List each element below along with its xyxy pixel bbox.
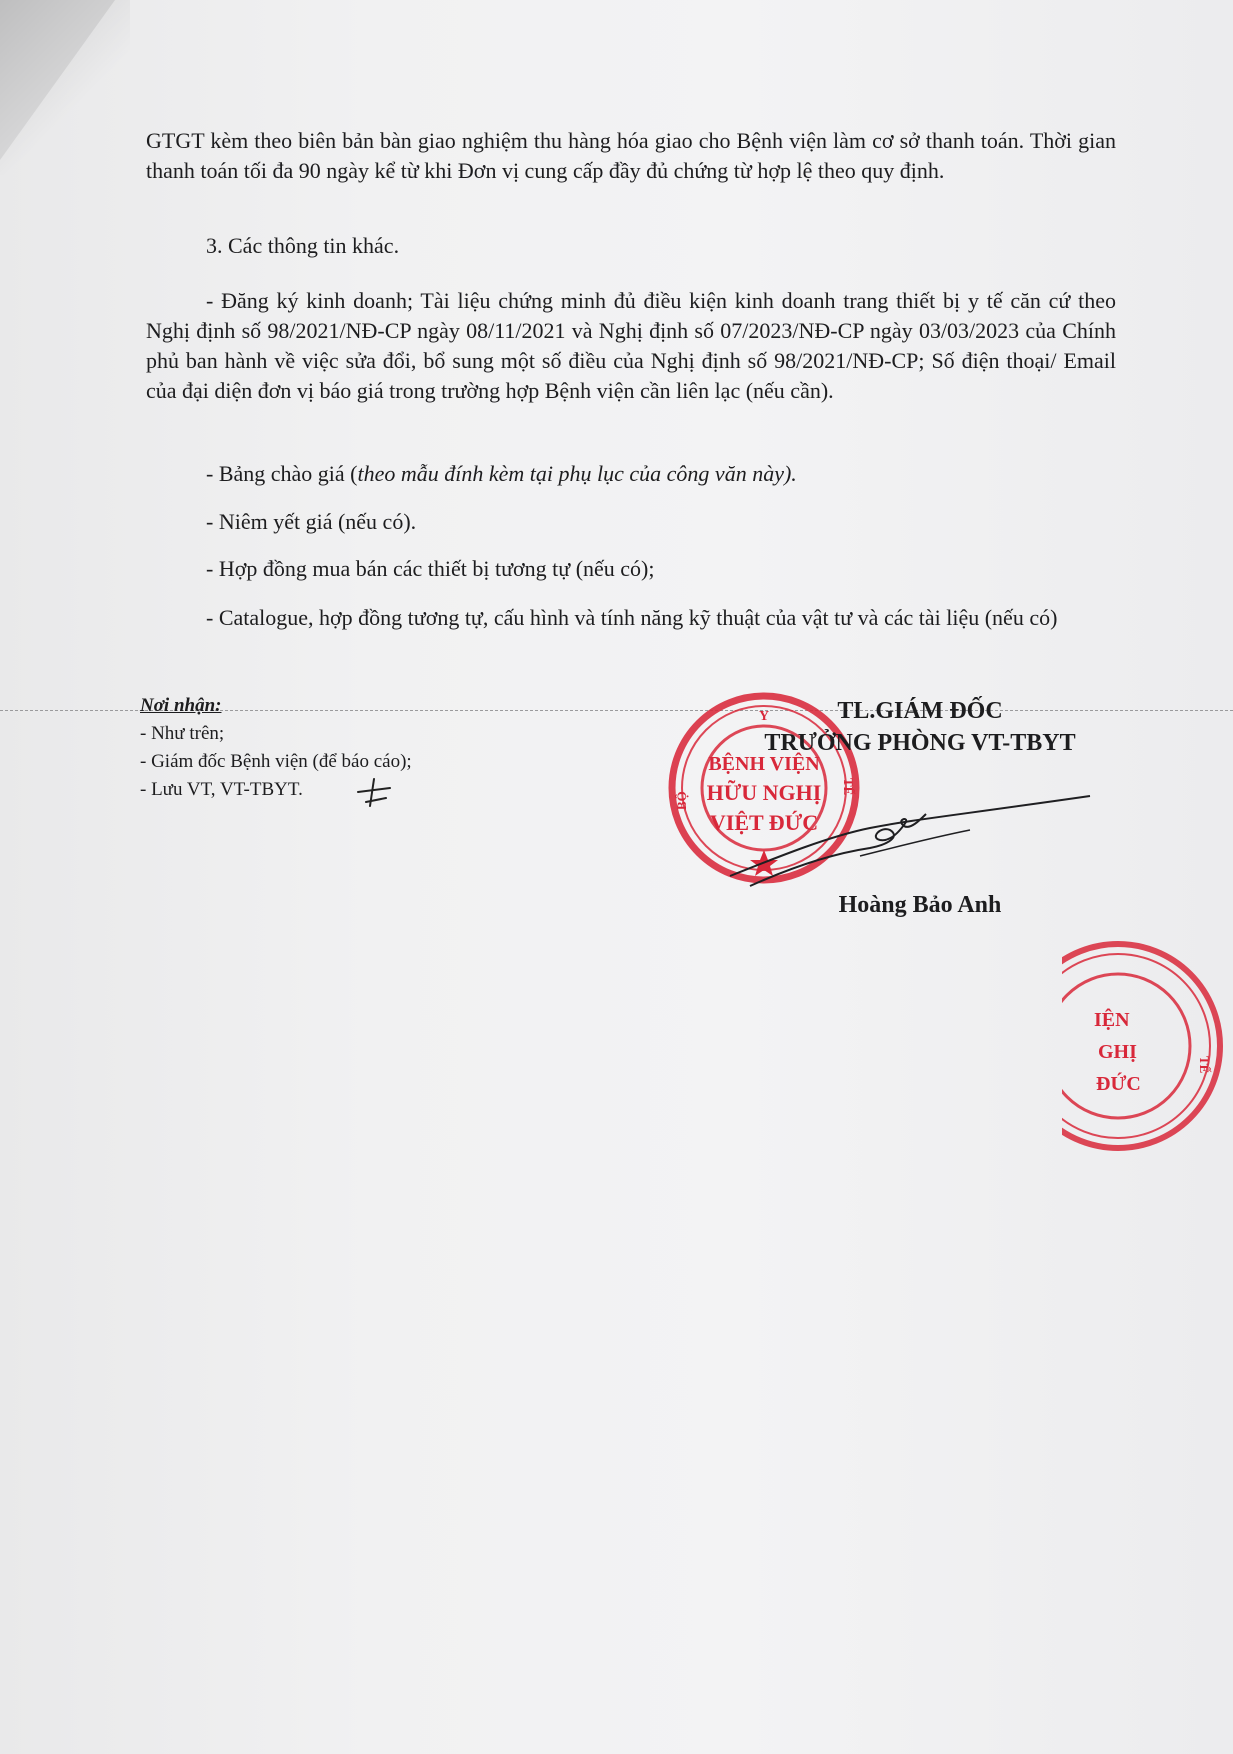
partial-stamp	[1062, 936, 1233, 1156]
partial-stamp-right-text: TẾ	[1197, 1056, 1212, 1074]
paragraph-contracts: - Hợp đồng mua bán các thiết bị tương tự (nếu có);	[206, 556, 655, 581]
paragraph-listed-price: - Niêm yết giá (nếu có).	[206, 509, 417, 534]
initial-mark	[352, 776, 398, 810]
stamp-line-3: VIỆT ĐỨC	[709, 810, 819, 835]
price-quote-label: - Bảng chào giá (	[206, 461, 358, 486]
stamp-line-1: BỆNH VIỆN	[708, 753, 820, 775]
handwritten-signature	[720, 786, 1100, 896]
partial-stamp-line-1: IỆN	[1094, 1009, 1130, 1031]
stamp-line-2: HỮU NGHỊ	[706, 780, 822, 805]
signer-name: Hoàng Bảo Anh	[838, 892, 1002, 918]
recipients-block	[140, 692, 560, 804]
stamp-right-text: TẾ	[841, 778, 856, 796]
partial-stamp-line-3: ĐỨC	[1096, 1073, 1141, 1095]
recipient-item: - Giám đốc Bệnh viện (để báo cáo);	[140, 751, 412, 772]
paragraph-payment-terms: GTGT kèm theo biên bản bàn giao nghiệm thu hàng hóa giao cho Bệnh viện làm cơ sở thanh toán. Thời gian thanh toán tối đa 90 ngày kể từ khi Đơn vị cung cấp đầy đủ chứng từ hợp lệ theo quy định.	[146, 128, 1116, 183]
recipient-item: - Lưu VT, VT-TBYT.	[140, 779, 303, 800]
stamp-left-text: BỘ	[674, 791, 689, 810]
signature-title-2: TRƯỞNG PHÒNG VT-TBYT	[764, 730, 1076, 756]
paragraph-business-registration: - Đăng ký kinh doanh; Tài liệu chứng minh đủ điều kiện kinh doanh trang thiết bị y tế căn cứ theo Nghị định số 98/2021/NĐ-CP ngày 08/11/2021 và Nghị định số 07/2023/NĐ-CP ngày 03/03/2023 của Chính phủ ban hành về việc sửa đổi, bổ sung một số điều của Nghị định số 98/2021/NĐ-CP; Số điện thoại/ Email của đại diện đơn vị báo giá trong trường hợp Bệnh viện cần liên lạc (nếu cần).	[146, 288, 1116, 403]
stamp-top-text: Y	[758, 709, 770, 724]
section-heading-other-info: 3. Các thông tin khác.	[206, 233, 400, 258]
partial-stamp-line-2: GHỊ	[1098, 1041, 1137, 1063]
recipient-item: - Như trên;	[140, 723, 225, 744]
paragraph-catalogue: - Catalogue, hợp đồng tương tự, cấu hình và tính năng kỹ thuật của vật tư và các tài liệu (nếu có)	[206, 605, 1058, 630]
price-quote-note: theo mẫu đính kèm tại phụ lục của công văn này).	[357, 461, 797, 486]
page-fold-shadow	[0, 0, 130, 175]
paragraph-price-quote	[146, 459, 1116, 489]
signature-title-1: TL.GIÁM ĐỐC	[837, 698, 1003, 724]
recipients-heading: Nơi nhận:	[140, 695, 222, 716]
